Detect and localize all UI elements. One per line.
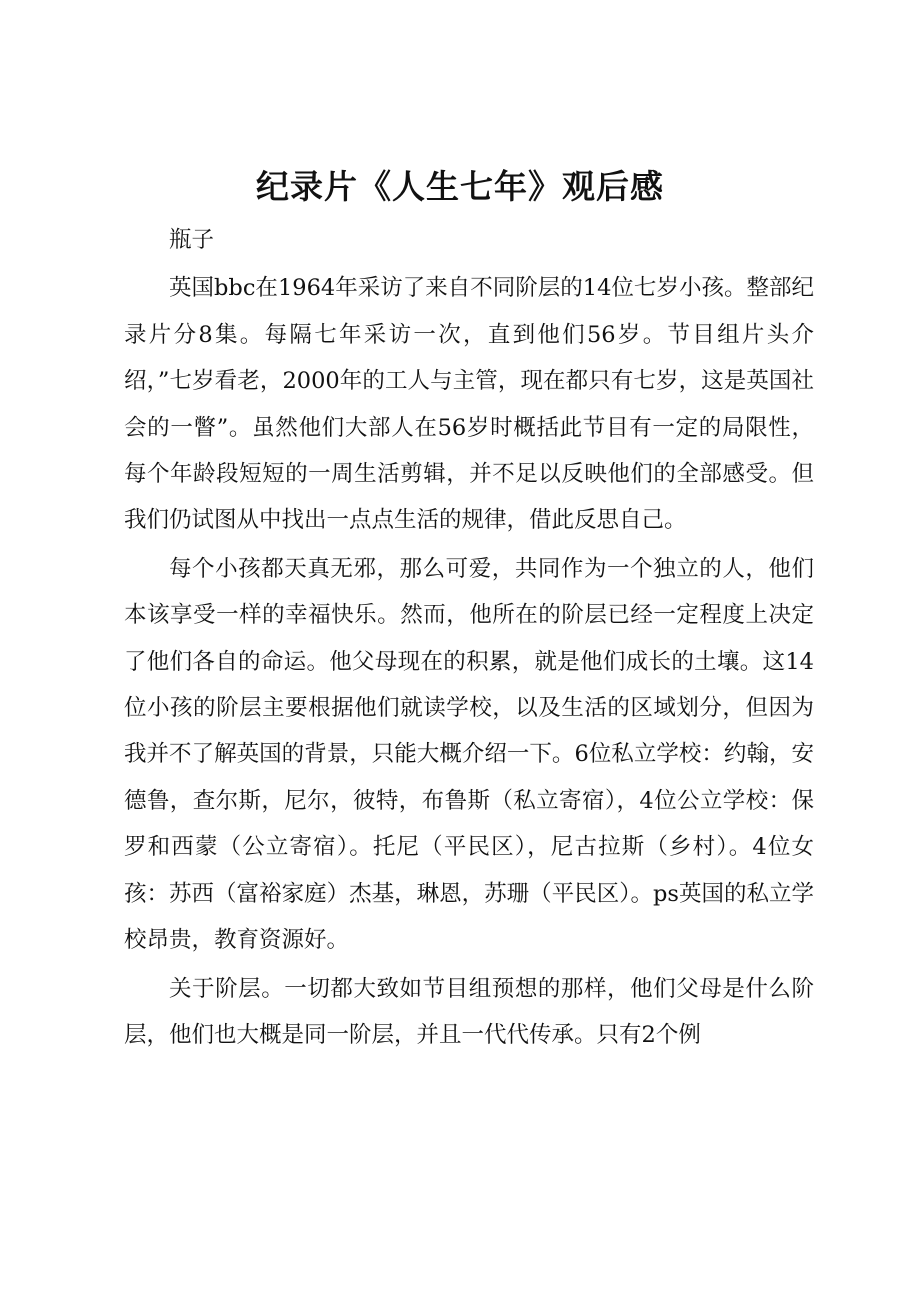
author-name: 瓶子 [169, 227, 215, 253]
paragraph-intro: 英国bbc在1964年采访了来自不同阶层的14位七岁小孩。整部纪录片分8集。每隔七年采访一次，直到他们56岁。节目组片头介绍，”七岁看老，2000年的工人与主管，现在都只有七岁，这是英国社会的一瞥”。虽然他们大部人在56岁时概括此节目有一定的局限性，每个年龄段短短的一周生活剪辑，并不足以反映他们的全部感受。但我们仍试图从中找出一点点生活的规律，借此反思自己。 [124, 275, 814, 534]
paragraph-about-class: 关于阶层。一切都大致如节目组预想的那样，他们父母是什么阶层，他们也大概是同一阶层，并且一代代传承。只有2个例 [124, 975, 814, 1048]
document-body [124, 217, 814, 1058]
document-title: 纪录片《人生七年》观后感 [256, 167, 664, 206]
paragraph-children-classes: 每个小孩都天真无邪，那么可爱，共同作为一个独立的人，他们本该享受一样的幸福快乐。然而，他所在的阶层已经一定程度上决定了他们各自的命运。他父母现在的积累，就是他们成长的土壤。这14位小孩的阶层主要根据他们就读学校，以及生活的区域划分，但因为我并不了解英国的背景，只能大概介绍一下。6位私立学校：约翰，安德鲁，查尔斯，尼尔，彼特，布鲁斯（私立寄宿），4位公立学校：保罗和西蒙（公立寄宿）。托尼（平民区），尼古拉斯（乡村）。4位女孩：苏西（富裕家庭）杰基，琳恩，苏珊（平民区）。ps英国的私立学校昂贵，教育资源好。 [124, 555, 814, 954]
